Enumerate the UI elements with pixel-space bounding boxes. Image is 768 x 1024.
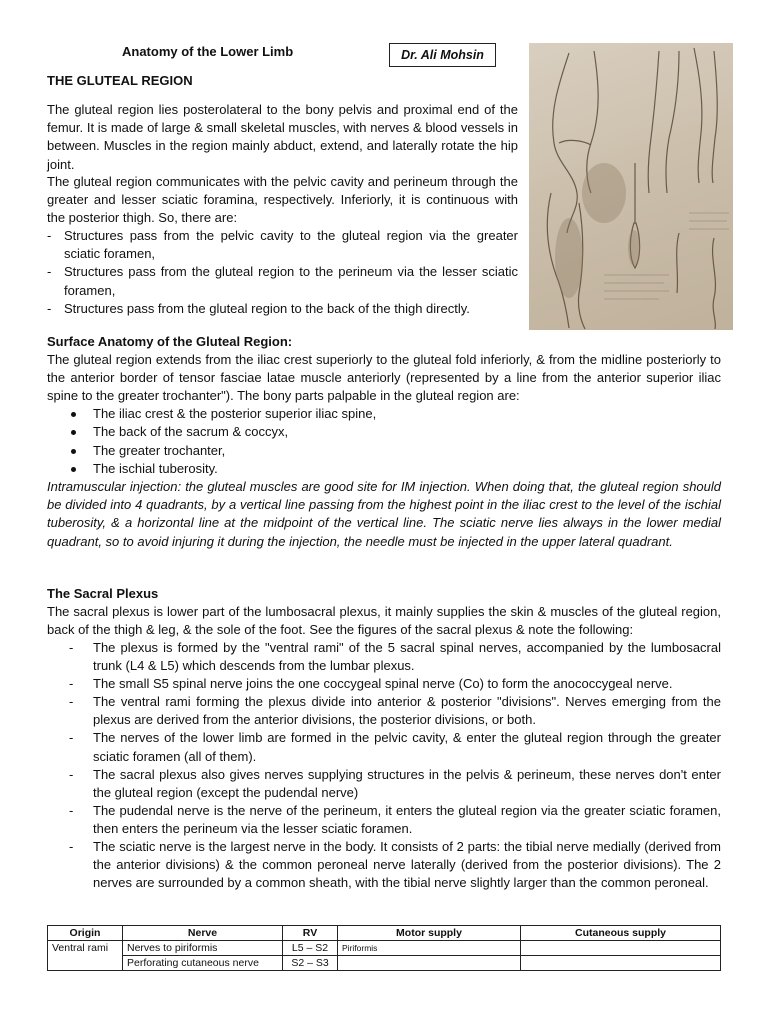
surface-paragraph: The gluteal region extends from the iliac crest superiorly to the gluteal fold inferiorly, & from the midline posteriorly to the anterior border of tensor fasciae latae muscle anteriorly (represented by a line from the anterior superior iliac spine to the greater trochanter"). The bony parts palpable in the gluteal region are: — [47, 352, 721, 404]
list-item: - The nerves of the lower limb are formed in the pelvic cavity, & enter the gluteal region through the greater sciatic foramen (all of them). — [69, 730, 721, 764]
anatomical-sketch — [529, 43, 733, 330]
column-header-origin: Origin — [48, 926, 123, 941]
list-item: - The small S5 spinal nerve joins the one coccygeal spinal nerve (Co) to form the anococcygeal nerve. — [69, 676, 673, 692]
list-item: The ischial tuberosity. — [68, 460, 708, 478]
sacral-plexus-notes-list — [68, 639, 721, 892]
anatomical-drawing-icon — [529, 43, 733, 330]
table-row — [48, 941, 721, 956]
nerve-cell: Nerves to piriformis — [123, 941, 283, 956]
list-item: - Structures pass from the gluteal region to the back of the thigh directly. — [47, 300, 470, 316]
list-item: The greater trochanter, — [68, 442, 708, 460]
sacral-plexus-table — [47, 925, 721, 971]
section-heading-gluteal: THE GLUTEAL REGION — [47, 73, 193, 88]
column-header-cutaneous: Cutaneous supply — [521, 926, 721, 941]
nerve-cell: Perforating cutaneous nerve — [123, 956, 283, 971]
rv-cell: L5 – S2 — [283, 941, 338, 956]
list-item: - The sacral plexus also gives nerves supplying structures in the pelvis & perineum, these nerves don't enter the gluteal region (except the pudendal nerve) — [69, 766, 721, 800]
sacral-paragraph: The sacral plexus is lower part of the lumbosacral plexus, it mainly supplies the skin & muscles of the gluteal region, back of the thigh & leg, & the sole of the foot. See the figures of the sacral plexus & note the following: — [47, 604, 721, 638]
list-item: - The plexus is formed by the "ventral rami" of the 5 sacral spinal nerves, accompanied by the lumbosacral trunk (L4 & L5) which descends from the lumbar plexus. — [69, 640, 721, 674]
column-header-rv: RV — [283, 926, 338, 941]
section-heading-sacral-plexus: The Sacral Plexus — [47, 586, 159, 601]
list-item: The iliac crest & the posterior superior iliac spine, — [68, 405, 708, 423]
im-injection-note: Intramuscular injection: the gluteal muscles are good site for IM injection. When doing that, the gluteal region should be divided into 4 quadrants, by a vertical line passing from the highest point in the iliac crest to the level of the ischial tuberosity, & a horizontal line at the midpoint of the vertical line. The sciatic nerve lies always in the lower medial quadrant, so to avoid injuring it during the injection, the needle must be injected in the upper lateral quadrant. — [47, 479, 721, 549]
section-heading-surface-anatomy: Surface Anatomy of the Gluteal Region: — [47, 334, 293, 349]
bullet-icon — [71, 449, 76, 454]
table-header-row — [48, 926, 721, 941]
rv-cell: S2 – S3 — [283, 956, 338, 971]
column-header-motor: Motor supply — [338, 926, 521, 941]
document-title: Anatomy of the Lower Limb — [122, 44, 294, 59]
column-header-nerve: Nerve — [123, 926, 283, 941]
bullet-icon — [71, 430, 76, 435]
author-box: Dr. Ali Mohsin — [389, 43, 496, 67]
bullet-icon — [71, 467, 76, 472]
cutaneous-cell — [521, 941, 721, 956]
list-item: The back of the sacrum & coccyx, — [68, 423, 708, 441]
list-item: - Structures pass from the pelvic cavity to the gluteal region via the greater sciatic foramen, — [47, 228, 518, 262]
gluteal-paragraph-2: The gluteal region communicates with the pelvic cavity and perineum through the greater and lesser sciatic foramina, respectively. Inferiorly, it is continuous with the posterior thigh. So, there are: — [47, 174, 518, 226]
motor-cell: Piriformis — [338, 941, 521, 956]
list-item: - The sciatic nerve is the largest nerve in the body. It consists of 2 parts: the tibial nerve medially (derived from the anterior divisions) & the common peroneal nerve laterally (derived from the posterior divisions). The 2 nerves are surrounded by a common sheath, with the tibial nerve slightly larger than the common peroneal. — [69, 839, 721, 891]
motor-cell — [338, 956, 521, 971]
cutaneous-cell — [521, 956, 721, 971]
gluteal-structures-list — [47, 227, 518, 318]
gluteal-paragraph-1: The gluteal region lies posterolateral to the bony pelvis and proximal end of the femur. It is made of large & small skeletal muscles, with nerves & blood vessels in between. Muscles in the region mainly abduct, extend, and laterally rotate the hip joint. — [47, 102, 518, 172]
list-item: - The pudendal nerve is the nerve of the perineum, it enters the gluteal region via the greater sciatic foramen, then enters the perineum via the lesser sciatic foramen. — [69, 802, 721, 836]
list-item: - Structures pass from the gluteal region to the perineum via the lesser sciatic foramen, — [47, 264, 518, 298]
table-row — [48, 956, 721, 971]
palpable-bones-list — [68, 405, 708, 479]
origin-cell: Ventral rami — [48, 941, 123, 971]
list-item: - The ventral rami forming the plexus divide into anterior & posterior "divisions". Nerves emerging from the plexus are derived from the anterior divisions, the posterior divisions, or both. — [69, 694, 721, 728]
bullet-icon — [71, 412, 76, 417]
